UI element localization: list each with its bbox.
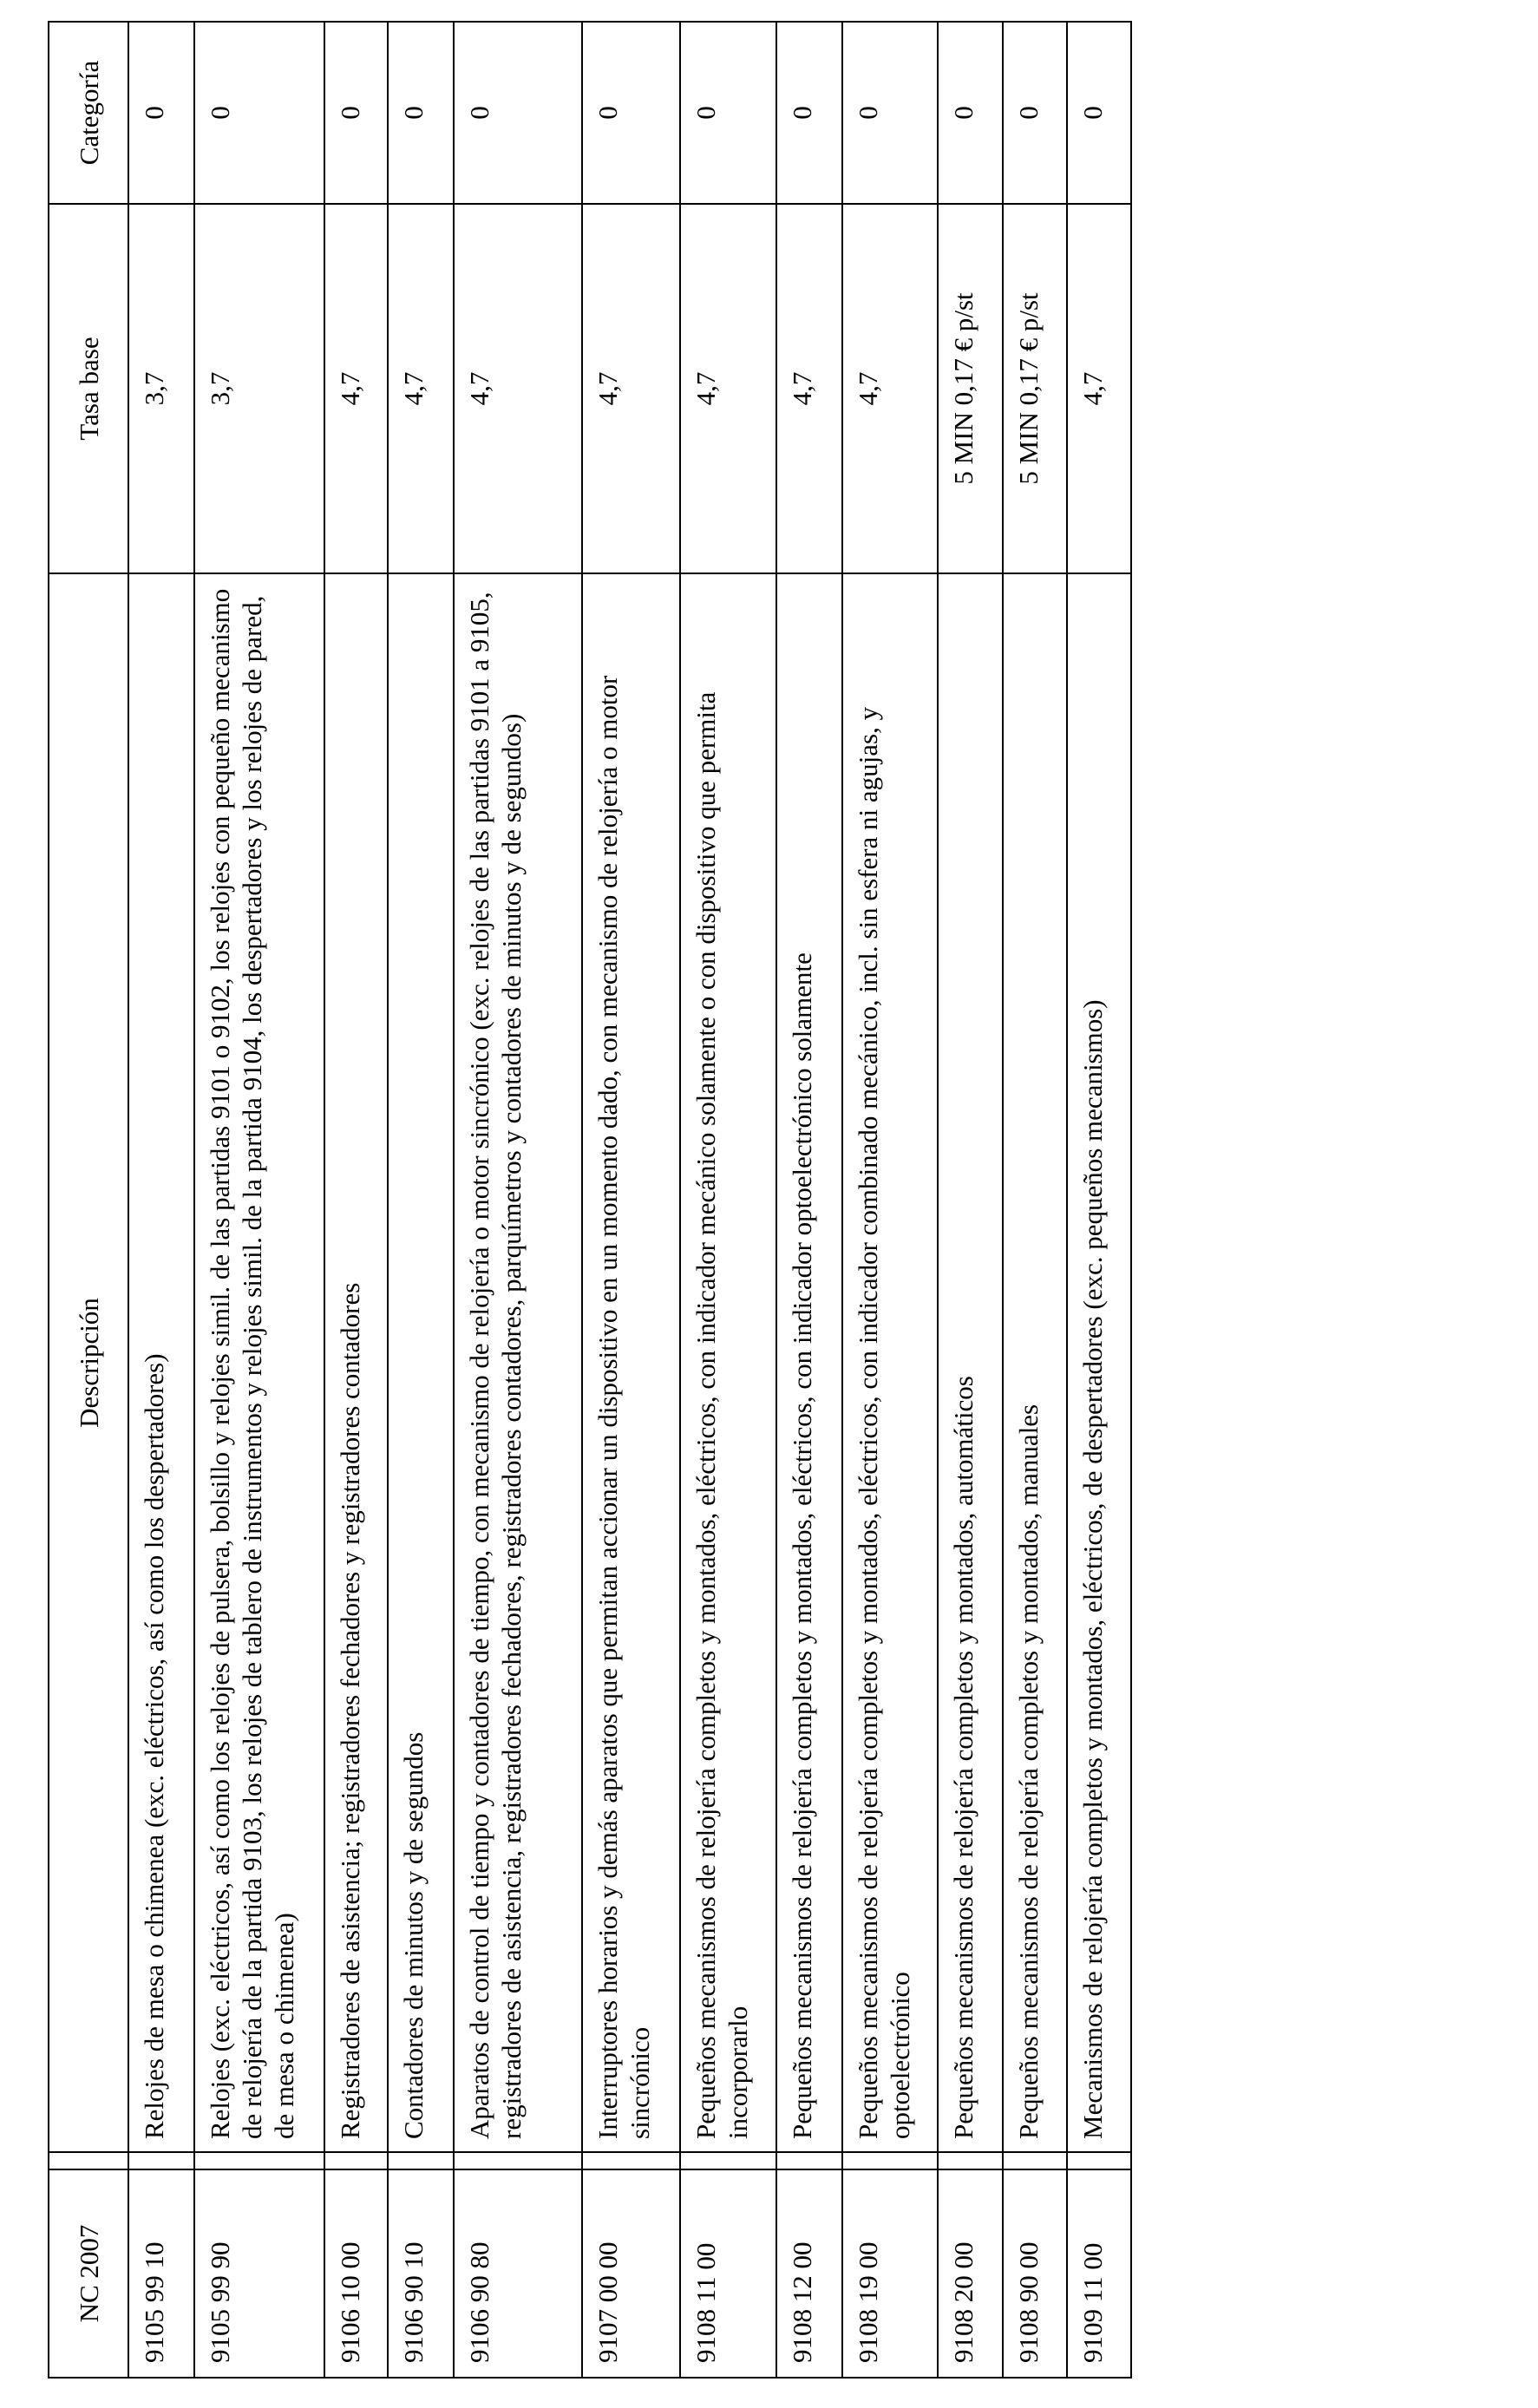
table-row	[1067, 22, 1131, 2378]
cell-spacer	[776, 2152, 842, 2169]
tariff-table	[48, 21, 1132, 2379]
cell-descripcion: Pequeños mecanismos de relojería completos y montados, eléctricos, con indicador mecánico solamente o con dispositivo que permita incorporarlo	[680, 573, 776, 2152]
cell-categoria: 0	[194, 22, 324, 204]
cell-nc: 9106 10 00	[324, 2169, 388, 2378]
cell-nc: 9105 99 10	[128, 2169, 194, 2378]
table-row	[388, 22, 454, 2378]
table-row	[582, 22, 680, 2378]
cell-nc: 9108 19 00	[842, 2169, 938, 2378]
cell-descripcion: Pequeños mecanismos de relojería completos y montados, eléctricos, con indicador combinado mecánico, incl. sin esfera ni agujas, y optoelectrónico	[842, 573, 938, 2152]
header-nc: NC 2007	[49, 2169, 128, 2378]
cell-spacer	[1003, 2152, 1067, 2169]
cell-descripcion: Registradores de asistencia; registradores fechadores y registradores contadores	[324, 573, 388, 2152]
cell-spacer	[1067, 2152, 1131, 2169]
cell-nc: 9108 12 00	[776, 2169, 842, 2378]
cell-descripcion: Relojes de mesa o chimenea (exc. eléctricos, así como los despertadores)	[128, 573, 194, 2152]
cell-tasa-base: 4,7	[1067, 204, 1131, 573]
cell-nc: 9108 20 00	[938, 2169, 1003, 2378]
cell-categoria: 0	[582, 22, 680, 204]
table-row	[1003, 22, 1067, 2378]
cell-categoria: 0	[776, 22, 842, 204]
cell-categoria: 0	[1067, 22, 1131, 204]
cell-spacer	[582, 2152, 680, 2169]
cell-tasa-base: 5 MIN 0,17 € p/st	[938, 204, 1003, 573]
cell-nc: 9106 90 80	[454, 2169, 582, 2378]
cell-spacer	[128, 2152, 194, 2169]
cell-descripcion: Contadores de minutos y de segundos	[388, 573, 454, 2152]
cell-nc: 9105 99 90	[194, 2169, 324, 2378]
table-row	[776, 22, 842, 2378]
cell-categoria: 0	[388, 22, 454, 204]
cell-categoria: 0	[680, 22, 776, 204]
cell-spacer	[388, 2152, 454, 2169]
cell-nc: 9108 90 00	[1003, 2169, 1067, 2378]
table-row	[324, 22, 388, 2378]
cell-nc: 9106 90 10	[388, 2169, 454, 2378]
cell-nc: 9109 11 00	[1067, 2169, 1131, 2378]
table-row	[194, 22, 324, 2378]
cell-descripcion: Pequeños mecanismos de relojería completos y montados, automáticos	[938, 573, 1003, 2152]
table-row	[128, 22, 194, 2378]
cell-tasa-base: 4,7	[324, 204, 388, 573]
cell-categoria: 0	[128, 22, 194, 204]
cell-categoria: 0	[1003, 22, 1067, 204]
cell-tasa-base: 3,7	[128, 204, 194, 573]
cell-spacer	[938, 2152, 1003, 2169]
cell-spacer	[454, 2152, 582, 2169]
cell-tasa-base: 3,7	[194, 204, 324, 573]
cell-spacer	[194, 2152, 324, 2169]
cell-descripcion: Interruptores horarios y demás aparatos que permitan accionar un dispositivo en un momento dado, con mecanismo de relojería o motor sincrónico	[582, 573, 680, 2152]
cell-descripcion: Pequeños mecanismos de relojería completos y montados, manuales	[1003, 573, 1067, 2152]
cell-tasa-base: 4,7	[582, 204, 680, 573]
header-tasa-base: Tasa base	[49, 204, 128, 573]
cell-tasa-base: 5 MIN 0,17 € p/st	[1003, 204, 1067, 573]
cell-spacer	[842, 2152, 938, 2169]
rotated-page	[48, 23, 1108, 2379]
cell-descripcion: Aparatos de control de tiempo y contadores de tiempo, con mecanismo de relojería o motor sincrónico (exc. relojes de las partidas 9101 a 9105, registradores de asistencia, registradores fechadores, registradores contadores, parquímetros y contadores de minutos y de segundos)	[454, 573, 582, 2152]
cell-categoria: 0	[842, 22, 938, 204]
cell-categoria: 0	[324, 22, 388, 204]
cell-spacer	[324, 2152, 388, 2169]
cell-tasa-base: 4,7	[388, 204, 454, 573]
header-categoria: Categoría	[49, 22, 128, 204]
cell-categoria: 0	[454, 22, 582, 204]
cell-descripcion: Mecanismos de relojería completos y montados, eléctricos, de despertadores (exc. pequeños mecanismos)	[1067, 573, 1131, 2152]
cell-descripcion: Pequeños mecanismos de relojería completos y montados, eléctricos, con indicador optoelectrónico solamente	[776, 573, 842, 2152]
table-row	[680, 22, 776, 2378]
table-row	[842, 22, 938, 2378]
cell-descripcion: Relojes (exc. eléctricos, así como los relojes de pulsera, bolsillo y relojes simil. de las partidas 9101 o 9102, los relojes con pequeño mecanismo de relojería de la partida 9103, los relojes de tablero de instrumentos y relojes simil. de la partida 9104, los despertadores y los relojes de pared, de mesa o chimenea)	[194, 573, 324, 2152]
cell-tasa-base: 4,7	[454, 204, 582, 573]
cell-spacer	[680, 2152, 776, 2169]
cell-categoria: 0	[938, 22, 1003, 204]
header-descripcion: Descripción	[49, 573, 128, 2152]
cell-tasa-base: 4,7	[842, 204, 938, 573]
cell-tasa-base: 4,7	[680, 204, 776, 573]
header-spacer	[49, 2152, 128, 2169]
table-row	[454, 22, 582, 2378]
table-row	[938, 22, 1003, 2378]
cell-nc: 9107 00 00	[582, 2169, 680, 2378]
table-header-row	[49, 22, 128, 2378]
cell-nc: 9108 11 00	[680, 2169, 776, 2378]
cell-tasa-base: 4,7	[776, 204, 842, 573]
